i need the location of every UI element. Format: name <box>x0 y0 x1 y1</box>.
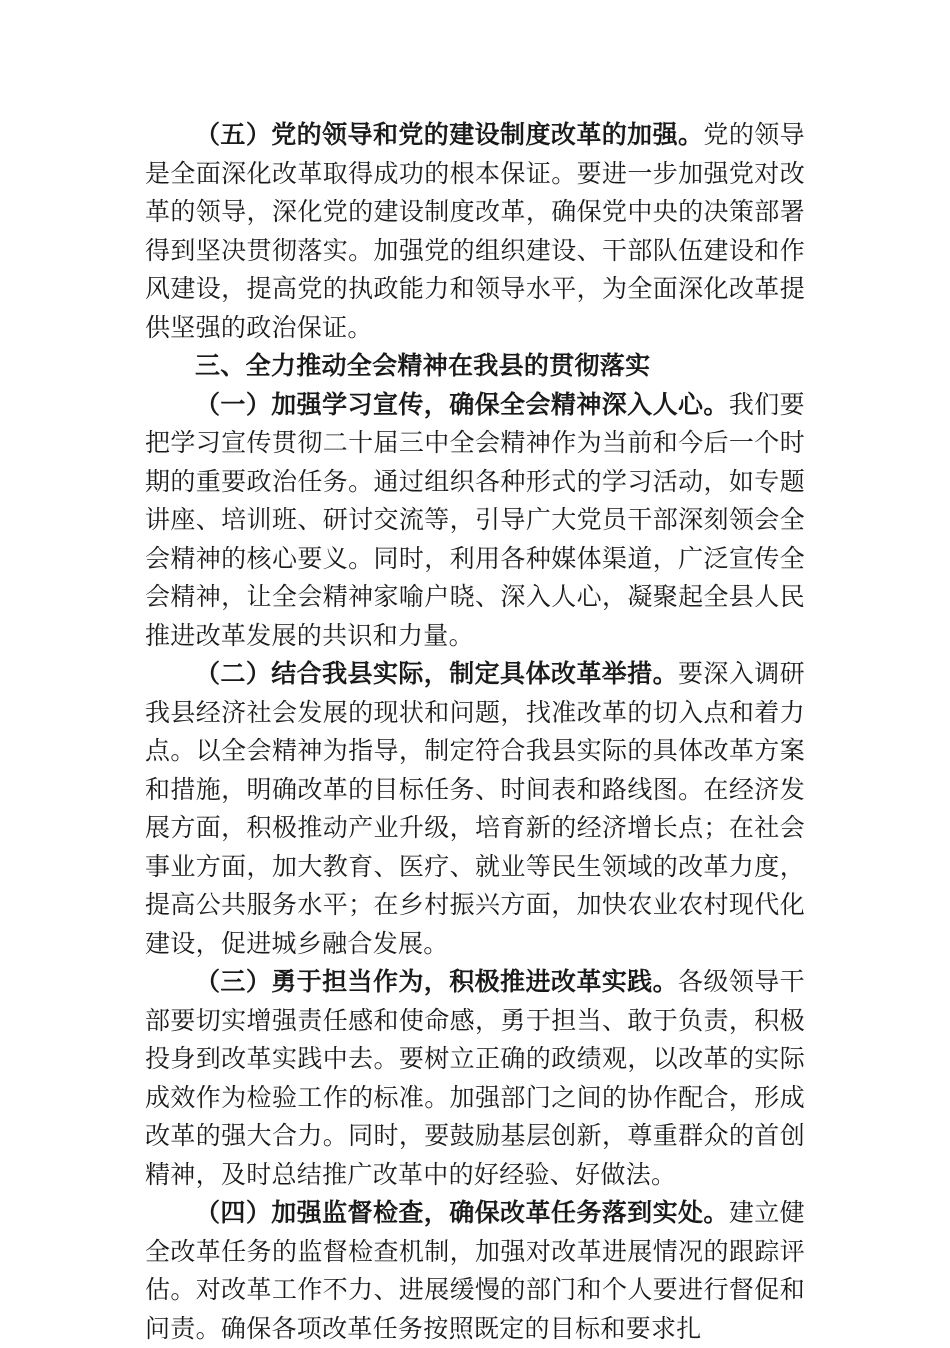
paragraph-party-leadership-reform <box>145 116 805 347</box>
paragraph-text: 党的领导是全面深化改革取得成功的根本保证。要进一步加强党对改革的领导，深化党的建设制度改革，确保党中央的决策部署得到坚决贯彻落实。加强党的组织建设、干部队伍建设和作风建设，提高党的执政能力和领导水平，为全面深化改革提供坚强的政治保证。 <box>145 120 805 342</box>
paragraph-text: 要深入调研我县经济社会发展的现状和问题，找准改革的切入点和着力点。以全会精神为指导，制定符合我县实际的具体改革方案和措施，明确改革的目标任务、时间表和路线图。在经济发展方面，积极推动产业升级，培育新的经济增长点；在社会事业方面，加大教育、医疗、就业等民生领域的改革力度，提高公共服务水平；在乡村振兴方面，加快农业农村现代化建设，促进城乡融合发展。 <box>145 659 805 958</box>
paragraph-lead: （五）党的领导和党的建设制度改革的加强。 <box>195 120 704 149</box>
paragraph-text: 我们要把学习宣传贯彻二十届三中全会精神作为当前和今后一个时期的重要政治任务。通过组织各种形式的学习活动，如专题讲座、培训班、研讨交流等，引导广大党员干部深刻领会全会精神的核心要义。同时，利用各种媒体渠道，广泛宣传全会精神，让全会精神家喻户晓、深入人心，凝聚起全县人民推进改革发展的共识和力量。 <box>145 389 805 650</box>
section-heading: 三、全力推动全会精神在我县的贯彻落实 <box>195 351 651 380</box>
paragraph-lead: （四）加强监督检查，确保改革任务落到实处。 <box>195 1198 729 1227</box>
paragraph-text: 建立健全改革任务的监督检查机制，加强对改革进展情况的跟踪评估。对改革工作不力、进展缓慢的部门和个人要进行督促和问责。确保各项改革任务按照既定的目标和要求扎 <box>145 1198 805 1343</box>
paragraph-lead: （一）加强学习宣传，确保全会精神深入人心。 <box>195 389 729 419</box>
paragraph-study-publicity <box>145 386 805 656</box>
paragraph-reform-measures <box>145 655 805 963</box>
paragraph-lead: （三）勇于担当作为，积极推进改革实践。 <box>195 967 678 996</box>
paragraph-lead: （二）结合我县实际，制定具体改革举措。 <box>195 659 678 688</box>
paragraph-text: 各级领导干部要切实增强责任感和使命感，勇于担当、敢于负责，积极投身到改革实践中去。要树立正确的政绩观，以改革的实际成效作为检验工作的标准。加强部门之间的协作配合，形成改革的强大合力。同时，要鼓励基层创新，尊重群众的首创精神，及时总结推广改革中的好经验、好做法。 <box>145 967 805 1189</box>
paragraph-reform-practice <box>145 963 805 1194</box>
document-body <box>145 116 805 1348</box>
paragraph-supervision <box>145 1194 805 1348</box>
